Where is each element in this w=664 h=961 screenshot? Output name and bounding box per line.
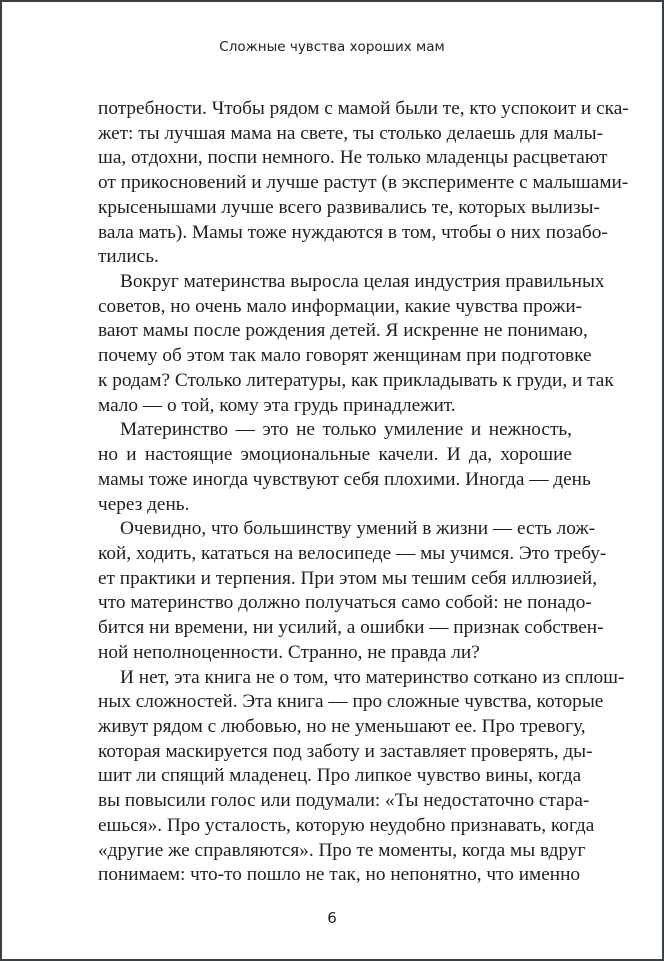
text-line: ет практики и терпения. При этом мы тешим себя иллюзией, [98,567,598,589]
text-line: «другие же справляются». Про те моменты, когда мы вдруг [98,839,586,861]
text-line: шит ли спящий младенец. Про липкое чувство вины, когда [98,765,582,787]
text-line: вала мать). Мамы тоже нуждаются в том, чтобы о них позабо- [98,221,608,243]
text-line: что материнство должно получаться само собой: не понадо- [98,592,592,614]
text-line: тились. [98,246,159,268]
text-line: ных сложностей. Эта книга — про сложные чувства, которые [98,691,604,713]
text-line: мало — о той, кому эта грудь принадлежит. [98,394,456,416]
text-line: Материнство — это не только умиление и нежность, [120,419,572,441]
text-line: почему об этом так мало говорят женщинам при подготовке [98,345,592,367]
text-line: бится ни времени, ни усилий, а ошибки — признак собствен- [98,617,604,639]
text-line: но и настоящие эмоциональные качели. И да, хорошие [98,444,572,466]
page-number: 6 [327,909,337,927]
text-line: вы повысили голос или подумали: «Ты недостаточно стара- [98,790,590,812]
text-line: Вокруг материнства выросла целая индустрия правильных [120,271,605,293]
text-line: кой, ходить, кататься на велосипеде — мы учимся. Это требу- [98,542,607,564]
text-line: жет: ты лучшая мама на свете, ты столько делаешь для малы- [98,122,604,144]
text-line: через день. [98,493,190,515]
text-line: вают мамы после рождения детей. Я искренне не понимаю, [98,320,588,342]
text-line: И нет, эта книга не о том, что материнство соткано из сплош- [120,666,625,688]
text-line: к родам? Столько литературы, как прикладывать к груди, и так [98,369,614,391]
text-line: ешься». Про усталость, которую неудобно признавать, когда [98,814,595,836]
text-line: потребности. Чтобы рядом с мамой были те, кто успокоит и ска- [98,98,629,119]
text-line: ша, отдохни, поспи немного. Не только младенцы расцветают [98,147,608,169]
text-line: Очевидно, что большинству умений в жизни — есть лож- [120,518,596,540]
text-line: мамы тоже иногда чувствуют себя плохими. Иногда — день [98,468,591,490]
text-line: которая маскируется под заботу и заставляет проверять, ды- [98,740,593,762]
text-line: советов, но очень мало информации, какие чувства прожи- [98,295,583,317]
text-line: живут рядом с любовью, но не уменьшают ее. Про тревогу, [98,715,586,737]
text-line: ной неполноценности. Странно, не правда ли? [98,641,480,663]
text-line: крысенышами лучше всего развивались те, которых вылизы- [98,196,600,218]
body-text [98,97,629,888]
text-line: от прикосновений и лучше растут (в эксперименте с малышами- [98,172,629,194]
running-header: Сложные чувства хороших мам [219,39,445,55]
text-line: понимаем: что-то пошло не так, но непонятно, что именно [98,864,581,886]
